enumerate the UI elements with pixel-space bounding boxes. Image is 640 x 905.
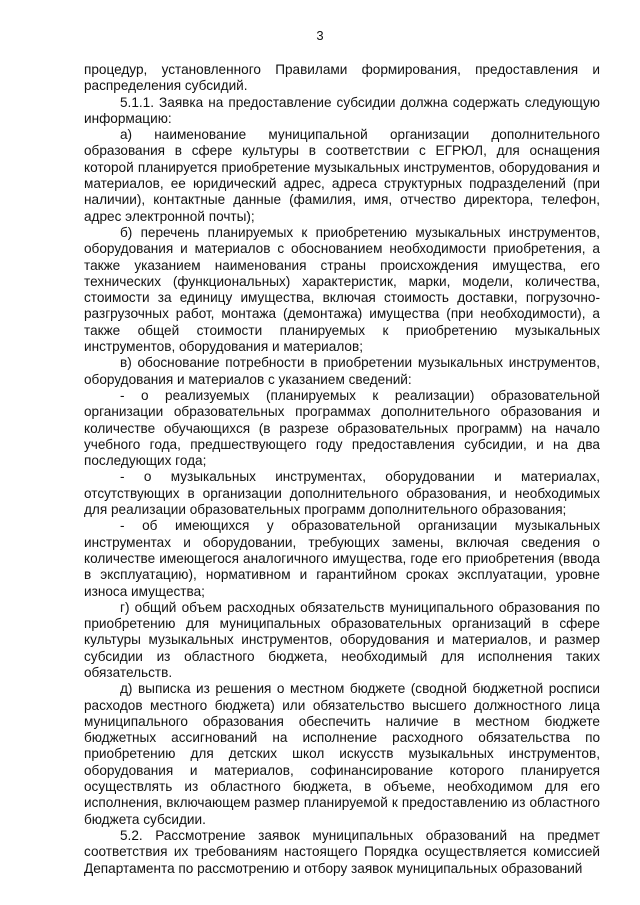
paragraph-5-2: 5.2. Рассмотрение заявок муниципальных образований на предмет соответствия их требованиям настоящего Порядка осуществляется комиссией Департамента по рассмотрению и отбору заявок муниципальных образований xyxy=(84,827,600,876)
paragraph-item-v: в) обоснование потребности в приобретении музыкальных инструментов, оборудования и материалов с указанием сведений: xyxy=(84,355,600,387)
paragraph-continuation: процедур, установленного Правилами формирования, предоставления и распределения субсидий. xyxy=(84,62,600,94)
paragraph-item-d: д) выписка из решения о местном бюджете (сводной бюджетной росписи расходов местного бюджета) или обязательство высшего должностного лица муниципального образования обеспечить наличие в местном бюджете бюджетных ассигнований на исполнение расходного обязательства по приобретению для детских школ искусств музыкальных инструментов, оборудования и материалов, софинансирование которого планируется осуществлять из областного бюджета, в объеме, необходимом для его исполнения, включающем размер планируемой к предоставлению из областного бюджета субсидии. xyxy=(84,681,600,827)
paragraph-item-b: б) перечень планируемых к приобретению музыкальных инструментов, оборудования и материалов с обоснованием необходимости приобретения, а также указанием наименования страны происхождения имущества, его технических (функциональных) характеристик, марки, модели, количества, стоимости за единицу имущества, включая стоимость доставки, погрузочно-разгрузочных работ, монтажа (демонтажа) имущества (при необходимости), а также общей стоимости планируемых к приобретению музыкальных инструментов, оборудования и материалов; xyxy=(84,224,600,355)
paragraph-dash-2: - о музыкальных инструментах, оборудовании и материалах, отсутствующих в организации дополнительного образования, и необходимых для реализации образовательных программ дополнительного образования; xyxy=(84,469,600,518)
page-number: 3 xyxy=(316,28,324,43)
paragraph-dash-1: - о реализуемых (планируемых к реализации) образовательной организации образовательных программах дополнительного образования и количестве обучающихся (в разрезе образовательных программ) на начало учебного года, предшествующего году предоставления субсидии, и на два последующих года; xyxy=(84,387,600,469)
paragraph-item-g: г) общий объем расходных обязательств муниципального образования по приобретению для муниципальных образовательных организаций в сфере культуры музыкальных инструментов, оборудования и материалов, и размер субсидии из областного бюджета, необходимый для исполнения таких обязательств. xyxy=(84,599,600,680)
paragraph-dash-3: - об имеющихся у образовательной организации музыкальных инструментах и оборудовании, требующих замены, включая сведения о количестве имеющегося аналогичного имущества, годе его приобретения (ввода в эксплуатацию), нормативном и гарантийном сроках эксплуатации, уровне износа имущества; xyxy=(84,518,600,599)
document-body xyxy=(84,62,600,877)
paragraph-item-a: а) наименование муниципальной организации дополнительного образования в сфере культуры в соответствии с ЕГРЮЛ, для оснащения которой планируется приобретение музыкальных инструментов, оборудования и материалов, ее юридический адрес, адреса структурных подразделений (при наличии), контактные данные (фамилия, имя, отчество директора, телефон, адрес электронной почты); xyxy=(84,127,600,224)
paragraph-5-1-1: 5.1.1. Заявка на предоставление субсидии должна содержать следующую информацию: xyxy=(84,94,600,126)
